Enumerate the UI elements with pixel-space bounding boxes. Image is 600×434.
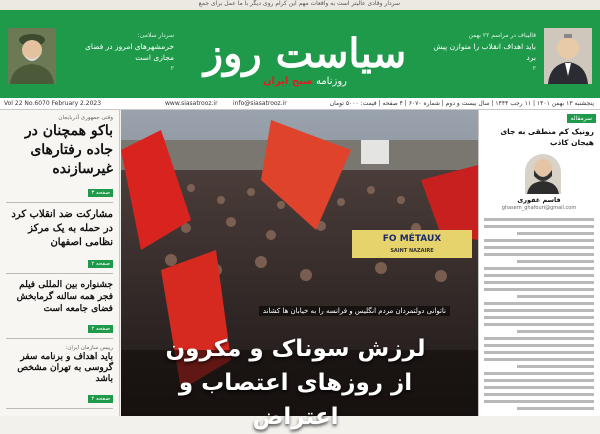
news-kicker: رییس سازمان ایران: (65, 345, 113, 351)
teaser-headline: خرمشهرهای امروز در فضای مجازی است (84, 42, 174, 62)
page-badge: صفحه ۴ (88, 395, 113, 403)
top-strip-text: سردار وقادی عالیتر است به واقعات مهم این کرام روی دیگر با ما عمل برای جمع (198, 0, 400, 7)
info-bar (0, 98, 600, 110)
news-headline: باید اهداف و برنامه سفر گروسی به تهران مشخص باشد (17, 352, 113, 384)
page-badge: صفحه ۲ (88, 260, 113, 268)
masthead-left-teaser[interactable] (8, 28, 178, 90)
news-item[interactable] (6, 344, 113, 409)
teaser-page: ۲ (532, 65, 536, 72)
logo-tagline: روزنامه صبح ایران (262, 76, 348, 87)
author-email: ghasem_ghafouri@gmail.com (501, 205, 577, 211)
teaser-headline: باید اهداف انقلاب را متوازن پیش برد (433, 42, 536, 62)
email-link[interactable]: info@siasatrooz.ir (233, 100, 287, 107)
author-avatar (525, 154, 561, 194)
speaker-photo (544, 28, 592, 84)
news-headline: مشارکت ضد انقلاب کرد در حمله به یک مرکز نظامی اصفهان (11, 209, 113, 248)
lead-headline[interactable]: لرزش سوناک و مکرون از روزهای اعتصاب و اعتراض (165, 336, 426, 430)
top-strip (0, 0, 600, 10)
news-kicker: وقتی جمهوری آذربایجان (58, 115, 113, 121)
logo-text: سیاست روز (203, 30, 407, 77)
section-label: سرمقاله (567, 114, 596, 123)
news-headline: جشنواره بین المللی فیلم فجر همه سالنه گرمابخش فضای جامعه است (16, 280, 113, 314)
newspaper-logo[interactable] (195, 32, 415, 98)
issue-date: پنجشنبه ۱۳ بهمن ۱۴۰۱ | ۱۱ رجب ۱۴۴۴ | سال بیست و دوم | شماره ۶۰۷۰ | ۴ صفحه | قیمت: ۵۰۰۰ تومان (329, 100, 594, 107)
editorial-title[interactable]: رونیک کم منطقی به جای هیجان کاذب (500, 127, 594, 147)
left-news-column (0, 110, 120, 416)
teaser-page: ۲ (170, 65, 174, 72)
protest-placard: FO MÉTAUX SAINT NAZAIRE (352, 230, 472, 258)
issue-number-en: Vol 22 No.6070 February 2.2023 (4, 100, 102, 107)
author-name: قاسم غفوری (517, 196, 561, 204)
page-badge: صفحه ۲ (88, 325, 113, 333)
teaser-kicker: سردار سلامی: (137, 32, 174, 39)
masthead-right-teaser[interactable] (422, 28, 592, 90)
website-link[interactable]: www.siasatrooz.ir (165, 100, 218, 107)
lead-photo[interactable] (121, 110, 478, 430)
editorial-column (478, 110, 600, 416)
news-headline: باکو همچنان در جاده رفتارهای غیرسازنده (24, 123, 113, 177)
commander-photo (8, 28, 56, 84)
news-item[interactable] (6, 279, 113, 339)
page-badge: صفحه ۳ (88, 189, 113, 197)
photo-caption: ناتوانی دولتمردان مردم انگلیس و فرانسه را به خیابان ها کشاند (259, 306, 450, 316)
news-item[interactable] (6, 208, 113, 274)
teaser-kicker: قالیباف در مراسم ۲۲ بهمن (468, 32, 536, 39)
editorial-body-text (484, 214, 594, 414)
news-item[interactable] (6, 114, 113, 203)
masthead (0, 10, 600, 98)
